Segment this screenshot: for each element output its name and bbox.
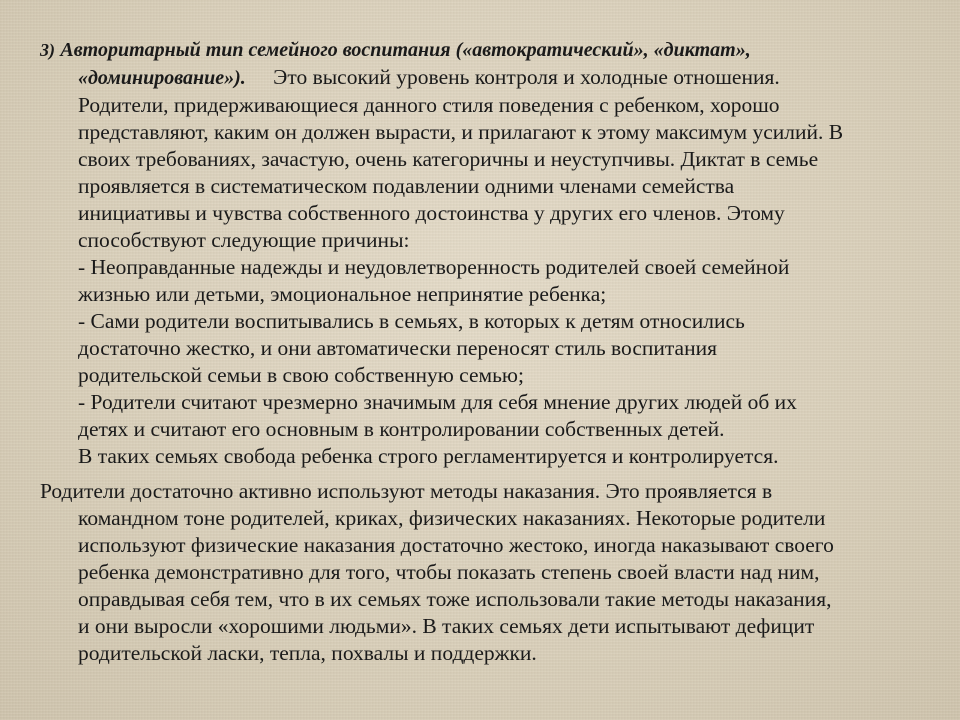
text-line: инициативы и чувства собственного достоинства у других его членов. Этому: [78, 201, 785, 225]
text-line: ребенка демонстративно для того, чтобы показать степень своей власти над ним,: [78, 560, 820, 584]
text-line: используют физические наказания достаточно жестоко, иногда наказывают своего: [78, 533, 834, 557]
list-item-reason-3: - Родители считают чрезмерно значимым для себя мнение других людей об их: [78, 390, 797, 414]
text-line: способствуют следующие причины:: [78, 228, 410, 252]
text-line: оправдывая себя тем, что в их семьях тоже использовали такие методы наказания,: [78, 587, 832, 611]
text-line: родительской семьи в свою собственную семью;: [78, 363, 524, 387]
slide-body: [40, 36, 945, 667]
heading-title-part-1: Авторитарный тип семейного воспитания («автократический», «диктат»,: [60, 39, 751, 61]
text-line: достаточно жестко, и они автоматически переносят стиль воспитания: [78, 336, 717, 360]
text-line: командном тоне родителей, криках, физических наказаниях. Некоторые родители: [78, 506, 826, 530]
list-item-reason-1: - Неоправданные надежды и неудовлетворенность родителей своей семейной: [78, 255, 790, 279]
paragraph-punishment: [40, 478, 945, 667]
text-line: представляют, каким он должен вырасти, и прилагают к этому максимум усилий. В: [78, 120, 844, 144]
text-line: и они выросли «хорошими людьми». В таких семьях дети испытывают дефицит: [78, 614, 815, 638]
text-line: Родители, придерживающиеся данного стиля поведения с ребенком, хорошо: [78, 93, 780, 117]
heading-line-2: [40, 64, 945, 92]
paragraph-authoritarian-style: [40, 36, 945, 470]
text-line: детях и считают его основным в контролировании собственных детей.: [78, 417, 725, 441]
heading-title-part-2: «доминирование»).: [78, 67, 246, 89]
heading-line-1: [40, 36, 945, 64]
text-line: Это высокий уровень контроля и холодные отношения.: [273, 65, 780, 89]
text-line: родительской ласки, тепла, похвалы и поддержки.: [78, 641, 537, 665]
heading-number: 3): [40, 40, 55, 60]
list-item-reason-2: - Сами родители воспитывались в семьях, в которых к детям относились: [78, 309, 745, 333]
text-line: В таких семьях свобода ребенка строго регламентируется и контролируется.: [78, 444, 779, 468]
text-line: жизнью или детьми, эмоциональное непринятие ребенка;: [78, 282, 607, 306]
text-line: проявляется в систематическом подавлении одними членами семейства: [78, 174, 735, 198]
text-line: своих требованиях, зачастую, очень категоричны и неуступчивы. Диктат в семье: [78, 147, 819, 171]
text-line: Родители достаточно активно используют методы наказания. Это проявляется в: [40, 479, 773, 503]
